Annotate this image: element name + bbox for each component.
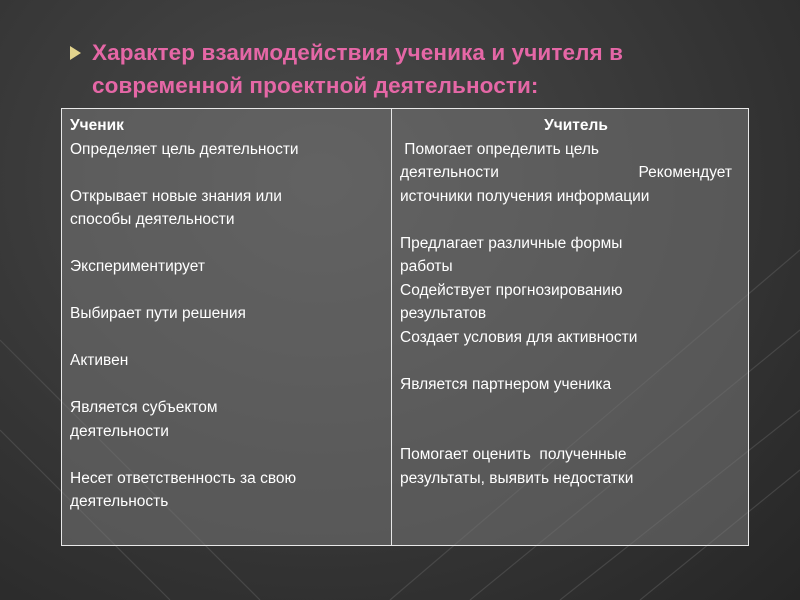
teacher-line xyxy=(400,208,732,232)
student-line xyxy=(70,443,383,467)
teacher-line xyxy=(400,396,732,420)
student-line: деятельность xyxy=(70,493,169,510)
column-header-student: Ученик xyxy=(70,117,124,134)
student-line: Открывает новые знания или xyxy=(70,187,282,205)
teacher-line: Помогает определить цель xyxy=(400,140,599,158)
student-line: Выбирает пути решения xyxy=(70,305,246,322)
teacher-line: Предлагает различные формы xyxy=(400,234,623,252)
teacher-line: работы xyxy=(400,258,453,275)
title-bullet-icon xyxy=(70,46,81,60)
slide-title-line-2: современной проектной деятельности: xyxy=(92,73,539,98)
teacher-line: Помогает оценить полученные xyxy=(400,446,627,463)
comparison-table xyxy=(61,108,749,546)
teacher-line: Является партнером ученика xyxy=(400,375,612,393)
teacher-line: деятельности Рекомендует xyxy=(400,164,732,181)
teacher-line: источники получения информации xyxy=(400,187,650,205)
slide-title xyxy=(92,36,772,102)
student-line: Определяет цель деятельности xyxy=(70,140,299,158)
student-line xyxy=(70,161,383,185)
student-line: Активен xyxy=(70,352,129,369)
slide-title-line-1: Характер взаимодействия ученика и учителя в xyxy=(92,40,623,65)
table-column-student xyxy=(62,109,392,545)
student-line: способы деятельности xyxy=(70,211,235,228)
student-line: Несет ответственность за свою xyxy=(70,469,297,487)
teacher-line xyxy=(400,420,732,444)
table-column-teacher xyxy=(392,109,748,545)
student-line: Является субъектом xyxy=(70,399,218,416)
teacher-line: Содействует прогнозированию xyxy=(400,281,623,299)
teacher-line: результатов xyxy=(400,305,487,322)
student-line xyxy=(70,373,383,397)
teacher-line: Создает условия для активности xyxy=(400,328,638,346)
student-line xyxy=(70,326,383,350)
student-line xyxy=(70,279,383,303)
teacher-line: результаты, выявить недостатки xyxy=(400,469,634,487)
column-header-teacher: Учитель xyxy=(544,117,608,134)
student-line: деятельности xyxy=(70,422,169,440)
teacher-line xyxy=(400,349,732,373)
student-line: Экспериментирует xyxy=(70,258,205,275)
student-line xyxy=(70,232,383,256)
